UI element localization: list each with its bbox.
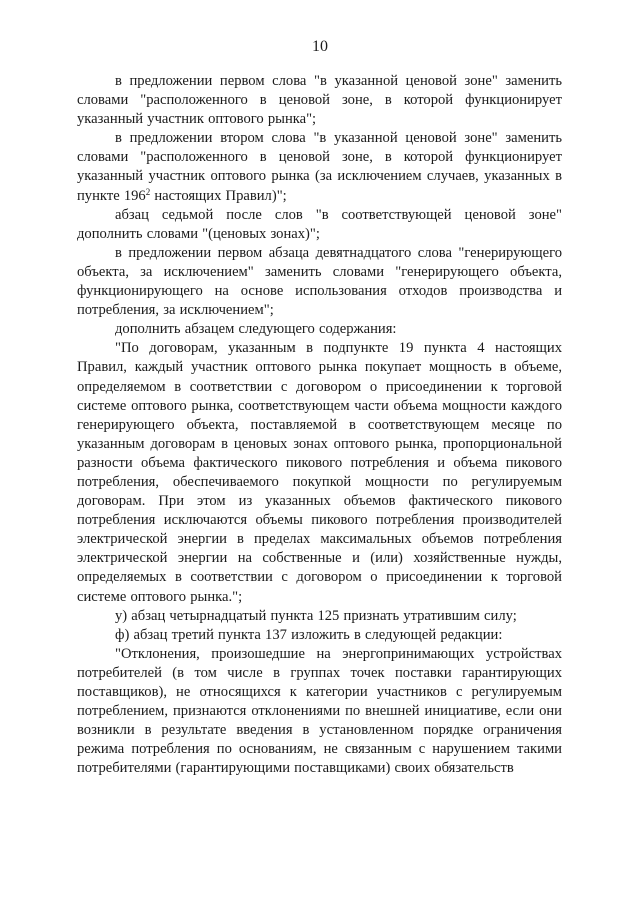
paragraph: в предложении первом слова "в указанной ценовой зоне" заменить словами "расположенного в ценовой зоне, в которой функционирует указанный участник оптового рынка";	[77, 73, 562, 128]
paragraph: "По договорам, указанным в подпункте 19 пункта 4 настоящих Правил, каждый участник оптового рынка покупает мощность в объеме, определяемом в соответствии с договором о присоединении к торговой системе оптового рынка, соответствующем части объема мощности каждого генерирующего объекта, поставляемой в соответствующем месяце по указанным договорам в ценовых зонах оптового рынка, пропорциональной разности объема фактического пикового потребления и объема пикового потребления, обеспечиваемого покупкой мощности по регулируемым договорам. При этом из указанных объемов фактического пикового потребления исключаются объемы пикового потребления производителей электрической энергии в пределах максимальных объемов потребления электрической энергии на собственные и (или) хозяйственные нужды, определяемых в соответствии с договором о присоединении к торговой системе оптового рынка.";	[77, 340, 562, 605]
paragraph: абзац седьмой после слов "в соответствующей ценовой зоне" дополнить словами "(ценовых зонах)";	[77, 206, 562, 242]
paragraph: дополнить абзацем следующего содержания:	[115, 321, 397, 338]
paragraph: ф) абзац третий пункта 137 изложить в следующей редакции:	[115, 626, 503, 643]
paragraph-tail: настоящих Правил)";	[150, 187, 287, 204]
page-number: 10	[312, 38, 328, 55]
paragraph	[77, 129, 562, 205]
paragraph: в предложении первом абзаца девятнадцатого слова "генерирующего объекта, за исключением" заменить словами "генерирующего объекта, функционирующего на основе использования отходов производства и потребления, за исключением";	[77, 244, 562, 319]
superscript: 2	[145, 186, 151, 197]
paragraph: "Отклонения, произошедшие на энергопринимающих устройствах потребителей (в том числе в группах точек поставки гарантирующих поставщиков), не относящихся к категории участников с регулируемым потреблением, признаются отклонениями по внешней инициативе, если они возникли в результате введения в установленном порядке ограничения режима потребления по основаниям, не связанным с нарушением такими потребителями (гарантирующими поставщиками) своих обязательств	[77, 645, 562, 777]
body-text	[77, 72, 562, 778]
paragraph: у) абзац четырнадцатый пункта 125 признать утратившим силу;	[115, 607, 517, 624]
paragraph-text: в предложении втором слова "в указанной ценовой зоне" заменить словами "расположенного в ценовой зоне, в которой функционирует указанный участник оптового рынка (за исключением случаев, указанных в пункте 196	[77, 130, 562, 204]
